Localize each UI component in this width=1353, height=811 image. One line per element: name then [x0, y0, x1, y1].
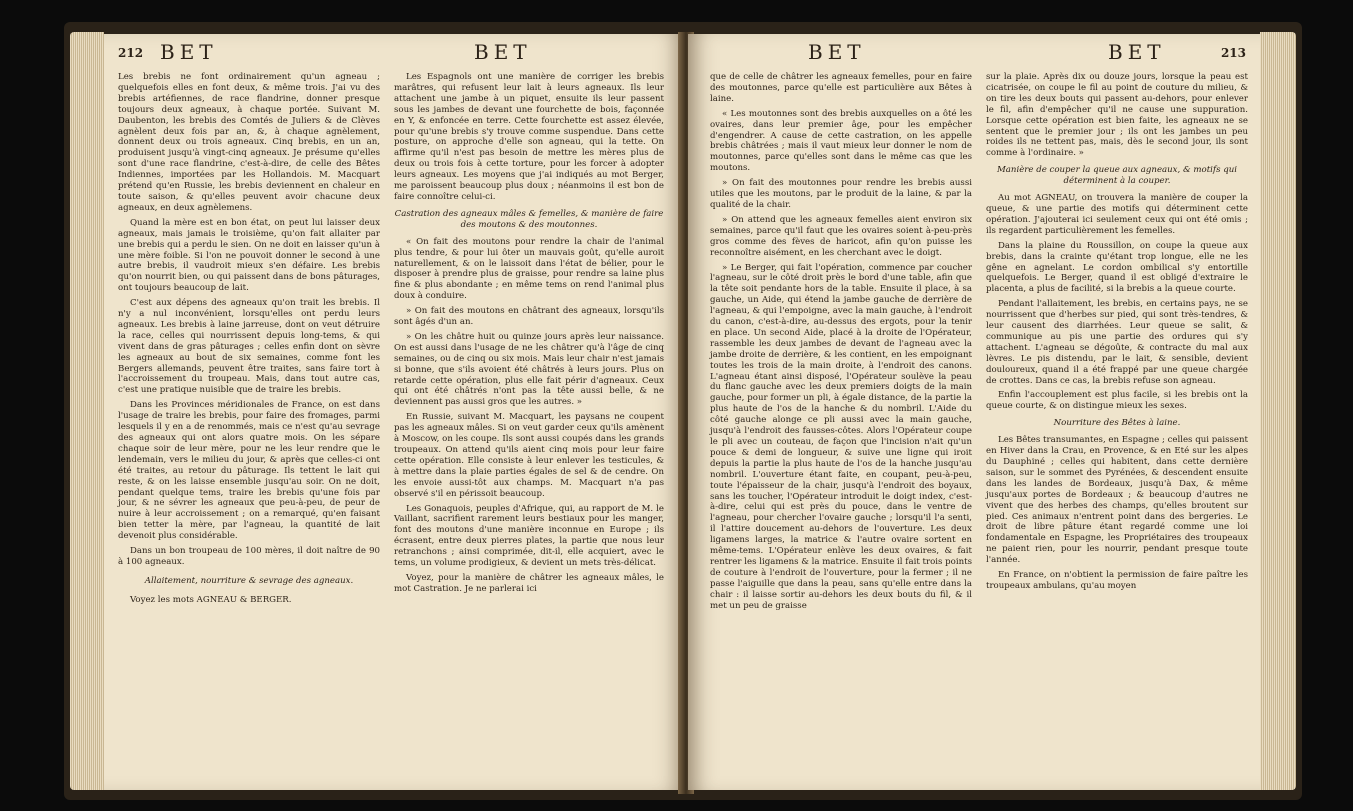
paragraph: » On attend que les agneaux femelles aient environ six semaines, parce qu'il faut que les ovaires soient à-peu-près gros comme des fèves de haricot, afin qu'on puisse les reconnoître aisément, en les cherchant avec le doigt. — [710, 214, 972, 258]
paragraph: » Le Berger, qui fait l'opération, commence par coucher l'agneau, sur le côté droit près le bord d'une table, afin que la tête soit pendante hors de la table. Ensuite il place, à sa gauche, un Aide, qui étend la jambe gauche de derrière de l'agneau, & qui l'empoigne, avec la main gauche, à l'endroit du canon, c'est-à-dire, au-dessus des ergots, pour la tenir en place. Un second Aide, placé à la droite de l'Opérateur, rassemble les deux jambes de devant de l'agneau avec la jambe droite de derrière, & les contient, en les empoignant toutes les trois de la main droite, à l'endroit des canons. L'agneau étant ainsi disposé, l'Opérateur soulève la peau du flanc gauche avec les deux premiers doigts de la main gauche, pour former un pli, à égale distance, de la partie la plus haute de l'os de la hanche & du nombril. L'Aide du côté gauche alonge ce pli aussi avec la main gauche, jusqu'à l'endroit des fausses-côtes. Alors l'Opérateur coupe le pli avec un couteau, de façon que l'incision n'ait qu'un pouce & demi de longueur, & suive une ligne qui iroit depuis la partie la plus haute de l'os de la hanche jusqu'au nombril. L'ouverture étant faite, en coupant, peu-à-peu, toute l'épaisseur de la chair, jusqu'à l'endroit des boyaux, sans les toucher, l'Opérateur introduit le doigt index, c'est-à-dire, celui qui est près du pouce, dans le ventre de l'agneau, pour chercher l'ovaire gauche ; lorsqu'il l'a senti, il l'attire doucement au-dehors de l'ouverture. Les deux ligamens larges, la matrice & l'autre ovaire sortent en même-tems. L'Opérateur enlève les deux ovaires, & fait rentrer les ligamens & la matrice. Ensuite il fait trois points de couture à l'endroit de l'ouverture, pour la fermer ; il ne passe l'aiguille que dans la peau, sans qu'elle entre dans la chair : il laisse sortir au-dehors les deux bouts du fil, & il met un peu de graisse — [710, 262, 972, 611]
right-page-edges — [1260, 32, 1296, 790]
right-page-column-2 — [986, 72, 1248, 596]
paragraph: Les brebis ne font ordinairement qu'un agneau ; quelquefois elles en font deux, & même trois. J'ai vu des brebis artéfiennes, de race flandrine, donner presque toujours deux agneaux, à chaque portée. Suivant M. Daubenton, les brebis des Comtés de Juliers & de Clèves agnèlent deux fois par an, &, à chaque agnèlement, donnent deux ou trois agneaux. Cinq brebis, en un an, produisent jusqu'à vingt-cinq agneaux. Je présume qu'elles sont d'une race flandrine, c'est-à-dire, de celle des Bêtes Indiennes, importées par les Hollandois. M. Macquart prétend qu'en Russie, les brebis deviennent en chaleur en toute saison, & qu'elles peuvent avoir chacune deux agneaux, en deux agnèlemens. — [118, 72, 380, 213]
paragraph: » On fait des moutons en châtrant des agneaux, lorsqu'ils sont âgés d'un an. — [394, 306, 664, 328]
left-page-column-1 — [118, 72, 380, 610]
paragraph: » On fait des moutonnes pour rendre les brebis aussi utiles que les moutons, par le produit de la laine, & par la qualité de la chair. — [710, 178, 972, 210]
page-number: 212 — [118, 46, 144, 60]
section-heading: Allaitement, nourriture & sevrage des agneaux. — [144, 575, 354, 586]
paragraph: » On les châtre huit ou quinze jours après leur naissance. On est aussi dans l'usage de ne les châtrer qu'à l'âge de cinq semaines, ou de cinq ou six mois. Mais leur chair n'est jamais si bonne, que s'ils avoient été châtrés à leurs jours. Plus on retarde cette opération, plus elle fait périr d'agneaux. Ceux qui ont été châtrés n'ont pas la tête aussi belle, & ne deviennent pas aussi gros que les autres. » — [394, 331, 664, 408]
running-head: BET — [160, 40, 218, 64]
paragraph: Au mot AGNEAU, on trouvera la manière de couper la queue, & une partie des motifs qui déterminent cette opération. J'ajouterai ici seulement ceux qui ont été omis ; ils regardent particulièrement les femelles. — [986, 193, 1248, 236]
paragraph: Quand la mère est en bon état, on peut lui laisser deux agneaux, mais jamais le troisième, qu'on fait allaiter par une brebis qui a perdu le sien. On ne doit en laisser qu'un à une mère foible. Si l'on ne pouvoit donner le second à une autre brebis, il vaudroit mieux s'en défaire. Les brebis qu'on nourrit bien, ou qui paissent dans de bons pâturages, ont toujours beaucoup de lait. — [118, 217, 380, 294]
paragraph: Voyez, pour la manière de châtrer les agneaux mâles, le mot Castration. Je ne parlerai ici — [394, 572, 664, 594]
left-page-column-2 — [394, 72, 664, 599]
paragraph: Les Gonaquois, peuples d'Afrique, qui, au rapport de M. le Vaillant, sacrifient rarement leurs bestiaux pour les manger, font des moutons d'une manière inconnue en Europe ; ils écrasent, entre deux pierres plates, la partie que nous leur retranchons ; ainsi comprimée, dit-il, elle acquiert, avec le tems, un volume prodigieux, & devient un mets très-délicat. — [394, 503, 664, 569]
page-number: 213 — [1220, 46, 1246, 60]
right-page-header — [688, 40, 1260, 66]
paragraph: Les Espagnols ont une manière de corriger les brebis marâtres, qui refusent leur lait à leurs agneaux. Ils leur attachent une jambe à un piquet, ensuite ils leur passent sous les jambes de devant une fourchette de bois, façonnée en Y, & enfoncée en terre. Cette fourchette est assez élevée, pour qu'une brebis s'y trouve comme suspendue. Dans cette posture, on approche d'elle son agneau, qui la tette. On affirme qu'il n'est pas besoin de mettre les mères plus de deux ou trois fois à cette torture, pour les forcer à adopter leurs agneaux. Les moyens que j'ai indiqués au mot Berger, me paroissent beaucoup plus doux ; néanmoins il est bon de faire connoître celui-ci. — [394, 72, 664, 202]
running-head: BET — [808, 40, 866, 64]
section-heading: Manière de couper la queue aux agneaux, & motifs qui déterminent à la couper. — [996, 165, 1238, 187]
paragraph: Enfin l'accouplement est plus facile, si les brebis ont la queue courte, & on distingue mieux les sexes. — [986, 390, 1248, 412]
running-head: BET — [1108, 40, 1166, 64]
open-book — [40, 14, 1312, 804]
paragraph: Les Bêtes transumantes, en Espagne ; celles qui paissent en Hiver dans la Crau, en Provence, & en Eté sur les alpes du Dauphiné ; celles qui habitent, dans cette dernière saison, sur le sommet des Pyrénées, & descendent ensuite dans les landes de Bordeaux, jusqu'à Dax, & même jusqu'aux portes de Bordeaux ; & beaucoup d'autres ne vivent que des herbes des champs, qu'elles broutent sur pied. Ces animaux n'entrent point dans des bergeries. Le droit de libre pâture étant regardé comme une loi fondamentale en Espagne, les Propriétaires des troupeaux ne paient rien, pour les nourrir, pendant presque toute l'année. — [986, 435, 1248, 566]
paragraph: En Russie, suivant M. Macquart, les paysans ne coupent pas les agneaux mâles. Si on veut garder ceux qu'ils amènent à Moscow, on les coupe. Ils sont aussi coupés dans les grands troupeaux. On attend qu'ils aient cinq mois pour leur faire cette opération. Elle consiste à leur enlever les testicules, & à mettre dans la plaie parties égales de sel & de cendre. On les envoie aussi-tôt aux champs. M. Macquart n'a pas observé s'il en périssoit beaucoup. — [394, 412, 664, 499]
paragraph: C'est aux dépens des agneaux qu'on trait les brebis. Il n'y a nul inconvénient, lorsqu'elles ont perdu leurs agneaux. Les brebis à laine jarreuse, dont on veut détruire la race, celles qui nourrissent depuis long-tems, & qui vivent dans de gras pâturages ; celles enfin dont on sèvre les agneaux au bout de six semaines, comme font les Bergers allemands, peuvent être traites, sans faire tort à l'accroissement du troupeau. Mais, dans tout autre cas, c'est une pratique nuisible que de traire les brebis. — [118, 298, 380, 396]
paragraph: Dans la plaine du Roussillon, on coupe la queue aux brebis, dans la crainte qu'étant trop longue, elle ne les gêne en agnelant. Le cordon ombilical s'y entortille quelquefois. Le Berger, quand il est obligé d'extraire le placenta, a plus de facilité, si la brebis a la queue courte. — [986, 240, 1248, 295]
left-page-header — [104, 40, 684, 66]
paragraph: « On fait des moutons pour rendre la chair de l'animal plus tendre, & pour lui ôter un mauvais goût, qu'elle auroit naturellement, & on le laissoit dans l'état de bélier, pour le disposer à prendre plus de graisse, pour rendre sa laine plus fine & plus abondante ; en même tems on rend l'animal plus doux à conduire. — [394, 236, 664, 302]
paragraph: Dans un bon troupeau de 100 mères, il doit naître de 90 à 100 agneaux. — [118, 546, 380, 567]
section-heading: Nourriture des Bêtes à laine. — [1053, 418, 1181, 429]
paragraph: Pendant l'allaitement, les brebis, en certains pays, ne se nourrissent que d'herbes sur pied, qui sont très-tendres, & leur causent des diarrhées. Leur queue se salit, & communique au pis une partie des ordures qui s'y attachent. L'agneau se dégoûte, & contracte du mal aux lèvres. Le pis distendu, par le lait, & sensible, devient douloureux, quand il a été frappé par une queue chargée de crottes. Dans ce cas, la brebis refuse son agneau. — [986, 299, 1248, 386]
right-page-column-1 — [710, 72, 972, 616]
paragraph: Dans les Provinces méridionales de France, on est dans l'usage de traire les brebis, pour faire des fromages, parmi lesquels il y en a de renommés, mais ce n'est qu'au sevrage des agneaux qui ont alors quatre mois. On les sépare chaque soir de leur mère, pour ne les leur rendre que le lendemain, vers le milieu du jour, & après que celles-ci ont été traites, au retour du pâturage. Ils tettent le lait qui reste, & on les laisse ensemble jusqu'au soir. On ne doit, pendant quelque tems, traire les brebis qu'une fois par jour, & ne sévrer les agneaux que peu-à-peu, de peur de nuire à leur accroissement ; on a remarqué, qu'en faisant bien tetter la mère, par l'agneau, la quantité de lait devenoit plus considérable. — [118, 400, 380, 542]
running-head: BET — [474, 40, 532, 64]
paragraph: sur la plaie. Après dix ou douze jours, lorsque la peau est cicatrisée, on coupe le fil au point de couture du milieu, & on tire les deux bouts qui passent au-dehors, pour enlever le fil, afin d'empêcher qu'il ne cause une suppuration. Lorsque cette opération est bien faite, les agneaux ne se sentent que le premier jour ; ils ont les jambes un peu roides ils ne tettent pas, mais, dès le second jour, ils sont comme à l'ordinaire. » — [986, 72, 1248, 159]
cross-reference: Voyez les mots AGNEAU & BERGER. — [130, 594, 292, 605]
section-heading: Castration des agneaux mâles & femelles, & manière de faire des moutons & des moutonnes. — [394, 208, 664, 230]
left-page-edges — [70, 32, 104, 790]
paragraph: que de celle de châtrer les agneaux femelles, pour en faire des moutonnes, parce qu'elle est particulière aux Bêtes à laine. — [710, 72, 972, 104]
right-page — [688, 34, 1260, 790]
paragraph: « Les moutonnes sont des brebis auxquelles on a ôté les ovaires, dans leur premier âge, pour les empêcher d'engendrer. A cause de cette castration, on les appelle brebis châtrées ; mais il vaut mieux leur donner le nom de moutonnes, parce qu'elles sont dans le même cas que les moutons. — [710, 108, 972, 174]
left-page — [104, 34, 684, 790]
paragraph: En France, on n'obtient la permission de faire paître les troupeaux ambulans, qu'au moyen — [986, 570, 1248, 591]
